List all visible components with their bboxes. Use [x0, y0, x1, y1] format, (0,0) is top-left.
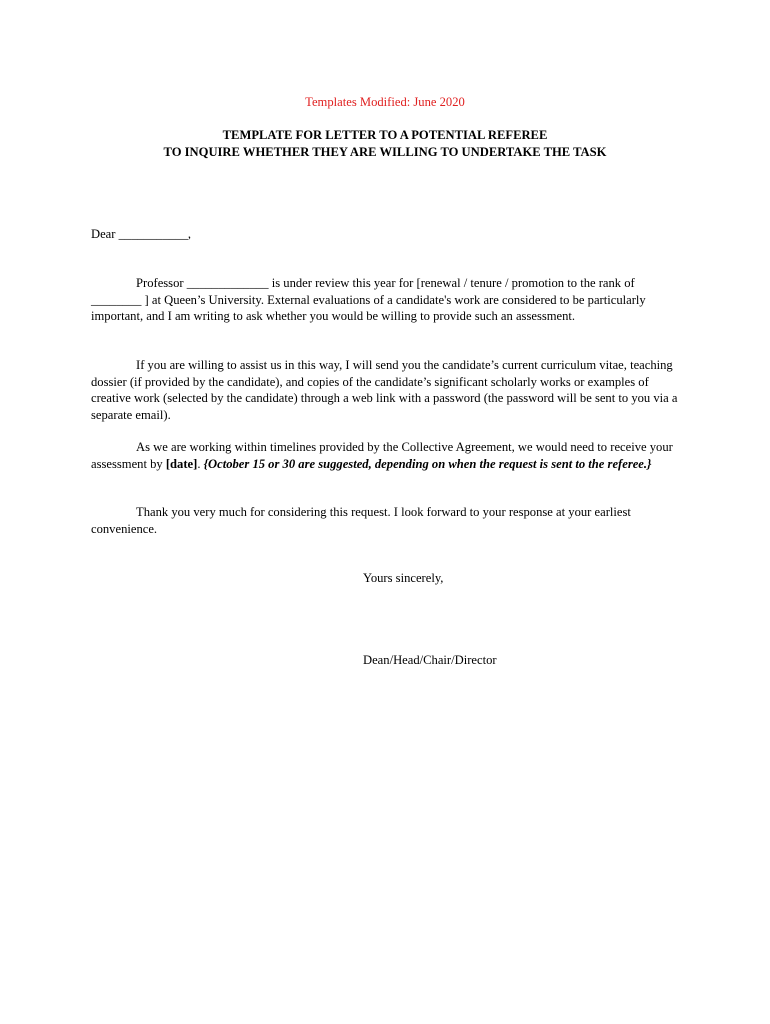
title-line-1: TEMPLATE FOR LETTER TO A POTENTIAL REFEREE: [222, 128, 548, 142]
modified-date-note: Templates Modified: June 2020: [305, 95, 465, 109]
paragraph-1-text-a: Professor: [136, 276, 187, 290]
signature-title: Dean/Head/Chair/Director: [363, 653, 497, 667]
rank-blank: ________: [91, 292, 142, 307]
document-title: [0, 127, 770, 160]
paragraph-3: [91, 439, 681, 472]
paragraph-1: [91, 275, 681, 325]
title-line-2: TO INQUIRE WHETHER THEY ARE WILLING TO UNDERTAKE THE TASK: [163, 144, 607, 159]
paragraph-1-text-b: is under review this year for [renewal / tenure / promotion to the rank of: [268, 276, 635, 290]
closing: Yours sincerely,: [363, 571, 444, 585]
deadline-note: {October 15 or 30 are suggested, depending on when the request is sent to the referee.}: [203, 456, 652, 471]
paragraph-4: Thank you very much for considering this request. I look forward to your response at your earliest convenience.: [91, 505, 631, 536]
professor-name-blank: _____________: [186, 276, 269, 290]
paragraph-1-text-c: ] at Queen’s University. External evaluations of a candidate's work are considered to be particularly important, and I am writing to ask whether you would be willing to provide such an assessment.: [91, 292, 646, 323]
salutation: Dear ___________,: [91, 227, 192, 241]
date-placeholder: [date]: [165, 456, 198, 471]
paragraph-2: If you are willing to assist us in this way, I will send you the candidate’s current curriculum vitae, teaching dossier (if provided by the candidate), and copies of the candidate’s significant scholarly works or examples of creative work (selected by the candidate) through a web link with a password (the password will be sent to you via a separate email).: [91, 358, 678, 422]
paragraph-3-text-a: As we are working within timelines provided by the Collective Agreement, we would need to receive your assessment by: [91, 440, 673, 471]
paragraph-3-text-b: .: [197, 456, 204, 471]
